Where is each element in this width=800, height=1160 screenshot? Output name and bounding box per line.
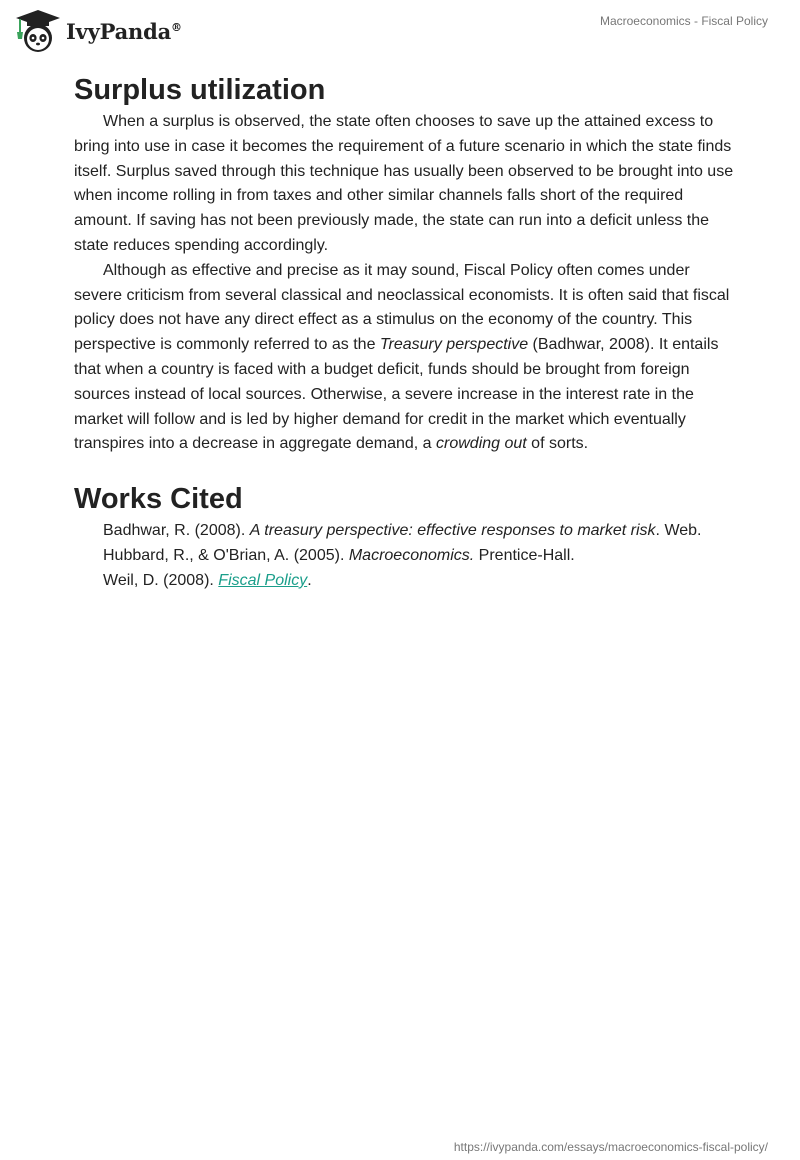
paragraph-surplus: When a surplus is observed, the state often chooses to save up the attained excess to bring into use in case it becomes the requirement of a future scenario in which the state finds itself. Surplus saved through this technique has usually been observed to be brought into use when income rolling in from taxes and other similar channels falls short of the required amount. If saving has not been previously made, the state can run into a deficit unless the state reduces spending accordingly. [74,113,734,254]
ivypanda-logo[interactable] [14,8,182,54]
paragraph-text: of sorts. [526,435,589,453]
reference-title: A treasury perspective: effective responses to market risk [249,522,656,540]
essay-content [74,70,734,594]
section-heading-surplus: Surplus utilization [74,74,326,106]
reference-suffix: . [307,571,312,589]
section-heading-works-cited: Works Cited [74,483,243,516]
logo-text: IvyPanda® [66,18,182,44]
emphasis-treasury-perspective: Treasury perspective [379,336,529,354]
footer-url[interactable]: https://ivypanda.com/essays/macroeconomics-fiscal-policy/ [453,1140,768,1154]
reference-item [74,544,734,569]
reference-item [74,569,734,594]
registered-mark: ® [171,20,182,34]
reference-suffix: . Web. [655,522,702,540]
emphasis-crowding-out: crowding out [436,435,527,453]
reference-title: Macroeconomics. [348,546,475,564]
reference-link-fiscal-policy[interactable]: Fiscal Policy [218,571,308,589]
paragraph-criticism [74,259,734,457]
reference-suffix: Prentice-Hall. [474,546,575,564]
panda-graduate-icon [14,8,62,54]
reference-author: Badhwar, R. (2008). [103,522,250,540]
reference-item [74,519,734,544]
document-source-title: Macroeconomics - Fiscal Policy [599,14,768,28]
reference-author: Weil, D. (2008). [103,571,219,589]
works-cited-list [74,519,734,593]
paragraph-text: (Badhwar, 2008). It entails that when a country is faced with a budget deficit, funds should be brought from foreign sources instead of local sources. Otherwise, a severe increase in the interest rate in the market will follow and is led by higher demand for credit in the market which eventually transpires into a decrease in aggregate demand, a [74,336,719,453]
paragraph-text: Although as effective and precise as it may sound, Fiscal Policy often comes under severe criticism from several classical and neoclassical economists. It is often said that fiscal policy does not have any direct effect as a stimulus on the economy of the country. This perspective is commonly referred to as the [74,261,730,354]
reference-author: Hubbard, R., & O'Brian, A. (2005). [103,546,349,564]
